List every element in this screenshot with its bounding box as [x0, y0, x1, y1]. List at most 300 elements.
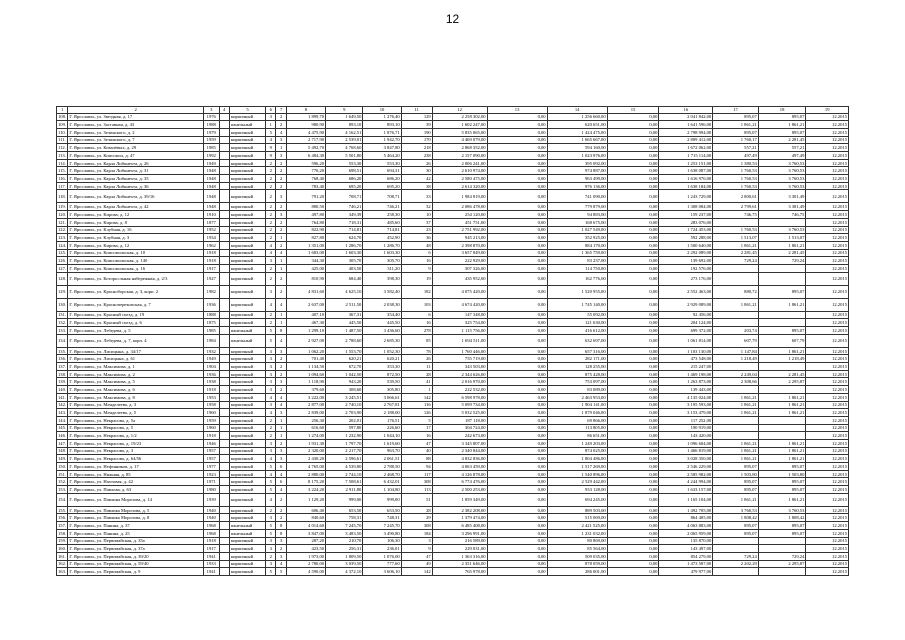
- table-cell: Г. Ярославль, ул. Красный съезд, д. 6: [68, 319, 204, 327]
- table-cell: 12.2015: [806, 298, 849, 311]
- table-cell: 1 134,50: [286, 363, 325, 371]
- table-cell: 1 760,53: [713, 182, 759, 190]
- table-header: [57, 107, 849, 114]
- table-cell: 1: [401, 386, 432, 394]
- table-row: [57, 211, 849, 219]
- table-cell: 9: [401, 264, 432, 272]
- table-cell: [758, 432, 806, 440]
- table-cell: 12.2015: [806, 113, 849, 121]
- table-cell: 1 602 247,00: [432, 121, 487, 129]
- table-cell: 2 308,66: [713, 378, 759, 386]
- table-cell: Г. Ярославль, ул. Павлова, д. 63: [68, 486, 204, 494]
- table-cell: 12.2015: [806, 264, 849, 272]
- table-cell: [219, 514, 229, 522]
- table-cell: 12.2015: [806, 159, 849, 167]
- table-cell: 1 984 819,00: [432, 190, 487, 203]
- table-cell: 145.: [58, 425, 67, 431]
- table-cell: 4 539,80: [326, 463, 363, 471]
- table-cell: 1 492 705,00: [659, 506, 713, 514]
- table-cell: 6: [401, 311, 432, 319]
- table-cell: 2 295,87: [758, 378, 806, 386]
- table-cell: 2: [266, 203, 276, 211]
- table-cell: 2 202,29: [713, 560, 759, 568]
- table-cell: кирпичный: [229, 128, 265, 136]
- table-cell: [758, 218, 806, 226]
- table-cell: [219, 226, 229, 234]
- table-cell: 202,01: [326, 416, 363, 424]
- table-cell: 779 879,00: [547, 203, 607, 211]
- table-cell: 2 340 844,00: [432, 447, 487, 455]
- table-cell: 12.2015: [806, 370, 849, 378]
- table-cell: [758, 272, 806, 285]
- table-cell: 0,00: [487, 560, 547, 568]
- table-cell: 2 839,00: [286, 409, 325, 417]
- table-cell: кирпичный: [229, 506, 265, 514]
- table-cell: 791,20: [286, 190, 325, 203]
- table-cell: 29: [401, 514, 432, 522]
- table-cell: 2 061,51: [363, 455, 401, 463]
- table-cell: 714,81: [363, 226, 401, 234]
- table-cell: 226,60: [363, 424, 401, 432]
- table-cell: 36: [401, 234, 432, 242]
- table-cell: 0,00: [607, 378, 659, 386]
- table-cell: 4: [276, 560, 286, 568]
- table-cell: 168 675,00: [547, 218, 607, 226]
- table-cell: 1 861,21: [758, 439, 806, 447]
- table-cell: 12.2015: [806, 241, 849, 249]
- table-cell: 2 421 525,00: [547, 522, 607, 530]
- table-cell: 1918: [203, 249, 219, 257]
- table-cell: 0,00: [607, 175, 659, 183]
- table-cell: 2: [266, 234, 276, 242]
- table-cell: 127.: [58, 265, 67, 271]
- table-cell: 117: [401, 470, 432, 478]
- table-cell: 0,00: [487, 470, 547, 478]
- table-cell: Г. Ярославль, ул. Красноборская, д. 3, корп. 2: [68, 285, 204, 298]
- table-cell: 1 638 184,00: [659, 182, 713, 190]
- table-cell: 1 861,21: [758, 493, 806, 506]
- table-cell: 162 776,00: [547, 272, 607, 285]
- table-cell: [219, 386, 229, 394]
- table-cell: 5 032 525,00: [432, 409, 487, 417]
- table-cell: 765 978,00: [432, 568, 487, 576]
- table-cell: 1949: [203, 159, 219, 167]
- table-row: [57, 486, 849, 494]
- table-cell: 4 765,00: [286, 463, 325, 471]
- table-cell: 12.2015: [806, 334, 849, 347]
- table-cell: 0,00: [487, 347, 547, 355]
- table-cell: 1 899,70: [286, 113, 325, 121]
- table-cell: 1 023 976,00: [547, 152, 607, 160]
- table-cell: 3: [266, 347, 276, 355]
- table-cell: 152.: [58, 479, 67, 485]
- table-cell: [219, 218, 229, 226]
- table-cell: 203,74: [713, 327, 759, 335]
- table-cell: 138.: [58, 371, 67, 377]
- table-cell: 1949: [203, 355, 219, 363]
- table-cell: 4: [266, 393, 276, 401]
- table-cell: 553,30: [363, 159, 401, 167]
- table-cell: кирпичный: [229, 241, 265, 249]
- table-cell: 1 103 130,00: [659, 347, 713, 355]
- table-cell: 1 513,07: [713, 234, 759, 242]
- table-cell: 479 977,00: [659, 568, 713, 576]
- table-cell: 1 118,90: [286, 378, 325, 386]
- table-cell: 83 089,00: [547, 386, 607, 394]
- table-cell: кирпичный: [229, 432, 265, 440]
- table-cell: 0,00: [487, 218, 547, 226]
- table-cell: 1: [276, 319, 286, 327]
- table-cell: 12.2015: [806, 167, 849, 175]
- table-cell: 28: [401, 506, 432, 514]
- table-cell: 1918: [203, 537, 219, 545]
- table-cell: [219, 311, 229, 319]
- table-cell: 0,00: [487, 506, 547, 514]
- table-cell: [219, 401, 229, 409]
- table-cell: 0,00: [487, 537, 547, 545]
- table-cell: 2: [276, 121, 286, 129]
- table-cell: 653,50: [363, 506, 401, 514]
- table-cell: кирпичный: [229, 175, 265, 183]
- table-cell: 0,00: [607, 327, 659, 335]
- table-row: [57, 159, 849, 167]
- table-cell: 708,71: [363, 190, 401, 203]
- table-cell: 1 231 032,00: [547, 529, 607, 537]
- column-header: 6: [266, 107, 276, 114]
- table-cell: 80 869,00: [547, 537, 607, 545]
- table-cell: 624,70: [326, 234, 363, 242]
- table-cell: 1 760,53: [713, 226, 759, 234]
- table-cell: 159 237,00: [659, 211, 713, 219]
- table-cell: 2: [266, 416, 276, 424]
- table-cell: 109.: [58, 122, 67, 128]
- table-cell: 216 589,00: [432, 537, 487, 545]
- table-cell: 895,07: [758, 128, 806, 136]
- table-cell: 827,80: [286, 234, 325, 242]
- table-cell: 746,75: [713, 211, 759, 219]
- table-cell: 1 500 640,00: [659, 241, 713, 249]
- table-cell: 0,00: [607, 113, 659, 121]
- table-cell: 3 028 350,00: [659, 455, 713, 463]
- table-cell: 1 299,10: [286, 327, 325, 335]
- table-cell: 729,24: [713, 552, 759, 560]
- table-cell: 3 436,60: [363, 327, 401, 335]
- table-cell: 2: [266, 218, 276, 226]
- table-cell: 41: [401, 378, 432, 386]
- table-cell: Г. Ярославль, ул. Некрасова, д. 3: [68, 447, 204, 455]
- table-cell: 2: [276, 175, 286, 183]
- table-row: [57, 401, 849, 409]
- table-cell: 4: [266, 409, 276, 417]
- table-cell: [219, 416, 229, 424]
- table-cell: кирпичный: [229, 393, 265, 401]
- table-cell: 1932: [203, 347, 219, 355]
- table-body: [57, 113, 849, 575]
- table-cell: 445,50: [326, 319, 363, 327]
- table-cell: 1 633 157,00: [659, 486, 713, 494]
- table-cell: 3: [276, 136, 286, 144]
- table-cell: 880,50: [286, 203, 325, 211]
- table-cell: 1982: [203, 285, 219, 298]
- table-cell: 106,30: [363, 537, 401, 545]
- table-cell: 37: [401, 218, 432, 226]
- table-cell: панельный: [229, 522, 265, 530]
- table-cell: 11: [401, 363, 432, 371]
- table-cell: Г. Ярославль, ул. Кирова, д. 12: [68, 211, 204, 219]
- table-cell: [713, 264, 759, 272]
- table-row: [57, 136, 849, 144]
- column-header: 19: [806, 107, 849, 114]
- table-cell: 1 603,30: [326, 249, 363, 257]
- column-header: 12: [432, 107, 487, 114]
- table-cell: 620 651,00: [547, 121, 607, 129]
- table-cell: 485,60: [363, 218, 401, 226]
- table-cell: [219, 136, 229, 144]
- table-cell: [219, 478, 229, 486]
- column-header: 5: [229, 107, 265, 114]
- table-cell: [219, 128, 229, 136]
- table-cell: 2 320,00: [286, 447, 325, 455]
- table-cell: 2: [276, 272, 286, 285]
- table-cell: 12.2015: [806, 552, 849, 560]
- column-header: 1: [57, 107, 68, 114]
- table-cell: 0,00: [607, 128, 659, 136]
- table-cell: 2 295,87: [758, 560, 806, 568]
- table-cell: 222 929,00: [432, 257, 487, 265]
- table-cell: 2 249,04: [713, 370, 759, 378]
- table-cell: 3: [276, 152, 286, 160]
- table-cell: 2 744,10: [326, 470, 363, 478]
- table-cell: 1980: [203, 486, 219, 494]
- table-cell: 4 832 836,00: [432, 455, 487, 463]
- table-cell: Г. Ярославль, ул. Павлика Морозова, д. 8: [68, 514, 204, 522]
- table-cell: 0,00: [607, 386, 659, 394]
- table-cell: 8: [276, 522, 286, 530]
- table-cell: 653,50: [326, 506, 363, 514]
- table-cell: 5: [266, 568, 276, 576]
- table-cell: 895,07: [758, 285, 806, 298]
- table-cell: кирпичный: [229, 319, 265, 327]
- table-cell: 425,00: [286, 264, 325, 272]
- table-cell: 85 564,00: [547, 545, 607, 553]
- table-cell: 999,00: [326, 493, 363, 506]
- table-cell: 1939: [203, 493, 219, 506]
- table-cell: кирпичный: [229, 257, 265, 265]
- table-cell: 12.2015: [806, 190, 849, 203]
- table-cell: Г. Ярославль, ул. Некрасова, д. 19/23: [68, 439, 204, 447]
- table-cell: 672,70: [326, 363, 363, 371]
- table-row: [57, 182, 849, 190]
- table-cell: 117 252,00: [659, 416, 713, 424]
- table-cell: 1941: [203, 552, 219, 560]
- table-cell: 0,00: [607, 363, 659, 371]
- table-cell: 238: [401, 152, 432, 160]
- table-cell: 1 503,80: [758, 470, 806, 478]
- table-cell: Г. Ярославль, ул. Кирова, д. 12: [68, 241, 204, 249]
- table-cell: 3 066,61: [363, 393, 401, 401]
- table-cell: 12.2015: [806, 234, 849, 242]
- table-cell: 129: [401, 113, 432, 121]
- table-cell: 1 253 151,00: [659, 159, 713, 167]
- table-cell: кирпичный: [229, 159, 265, 167]
- table-cell: Г. Ярославль, ул. Ковалёвых, д. 29: [68, 144, 204, 152]
- table-cell: 509 035,00: [547, 552, 607, 560]
- table-cell: 307 326,00: [432, 264, 487, 272]
- table-cell: [713, 272, 759, 285]
- table-cell: 695,20: [363, 182, 401, 190]
- table-cell: 0,00: [607, 470, 659, 478]
- table-cell: 0,00: [607, 182, 659, 190]
- table-cell: 4 063 883,00: [659, 522, 713, 530]
- table-row: [57, 355, 849, 363]
- table-cell: Г. Ярославль, ул. Комсомольская, д. 10: [68, 249, 204, 257]
- table-cell: 3: [266, 401, 276, 409]
- table-cell: 398,30: [363, 272, 401, 285]
- page-number: 12: [445, 12, 460, 26]
- table-cell: 895,07: [713, 522, 759, 530]
- table-cell: [713, 386, 759, 394]
- table-cell: 2: [266, 424, 276, 432]
- column-number-row: [57, 107, 849, 114]
- table-cell: 1953: [203, 393, 219, 401]
- table-cell: Г. Ярославль, ул. Карла Либкнехта, д. 35: [68, 175, 204, 183]
- table-cell: 0,00: [607, 144, 659, 152]
- table-cell: Г. Ярославль, ул. Менделеева, д. 5: [68, 409, 204, 417]
- table-cell: 0,00: [607, 409, 659, 417]
- table-cell: 0,00: [487, 363, 547, 371]
- table-cell: 1 942,70: [363, 136, 401, 144]
- table-cell: 0,00: [487, 370, 547, 378]
- table-cell: 146.: [58, 433, 67, 439]
- table-row: [57, 226, 849, 234]
- table-cell: 254 120,00: [432, 211, 487, 219]
- table-cell: 1 797,70: [326, 439, 363, 447]
- table-cell: 0,00: [487, 416, 547, 424]
- table-cell: 2: [266, 226, 276, 234]
- table-cell: Г. Ярославль, ул. Нижняя, д. 85: [68, 470, 204, 478]
- table-cell: [219, 298, 229, 311]
- table-cell: 755 719,00: [432, 355, 487, 363]
- table-cell: 1888: [203, 311, 219, 319]
- table-cell: 1: [276, 257, 286, 265]
- table-cell: 3 296 991,00: [432, 529, 487, 537]
- table-cell: панельный: [229, 121, 265, 129]
- table-cell: 4 126 878,00: [432, 470, 487, 478]
- table-cell: 6 432,01: [363, 478, 401, 486]
- table-cell: 2: [266, 211, 276, 219]
- table-cell: 3 760,53: [758, 506, 806, 514]
- address-program-table: [56, 106, 849, 576]
- table-cell: 1 286,70: [326, 241, 363, 249]
- table-cell: 256,31: [326, 545, 363, 553]
- table-cell: 1: [276, 432, 286, 440]
- table-cell: 695,20: [326, 182, 363, 190]
- table-cell: 435 952,00: [432, 272, 487, 285]
- table-cell: 1 973,00: [286, 552, 325, 560]
- table-cell: Г. Ярославль, ул. Лебедева, д. 5: [68, 327, 204, 335]
- table-cell: 1 466 819,00: [659, 447, 713, 455]
- table-cell: 2 281,45: [713, 249, 759, 257]
- table-cell: 55 092,00: [547, 311, 607, 319]
- table-cell: 0,00: [487, 432, 547, 440]
- table-cell: 12.2015: [806, 478, 849, 486]
- table-cell: 5: [266, 463, 276, 471]
- table-cell: 204 124,00: [659, 319, 713, 327]
- table-cell: 1968: [203, 529, 219, 537]
- table-cell: 1 861,21: [758, 447, 806, 455]
- table-row: [57, 257, 849, 265]
- table-cell: Г. Ярославль, ул. Красный съезд, д. 19: [68, 311, 204, 319]
- table-cell: 895,07: [758, 522, 806, 530]
- table-cell: [219, 409, 229, 417]
- table-cell: 215 247,00: [659, 363, 713, 371]
- table-cell: 4 372,10: [326, 568, 363, 576]
- table-row: [57, 121, 849, 129]
- table-cell: 974 887,00: [547, 167, 607, 175]
- table-cell: 5: [266, 529, 276, 537]
- table-cell: 116.: [58, 175, 66, 181]
- table-cell: 0,00: [607, 264, 659, 272]
- table-cell: 3 760,53: [713, 506, 759, 514]
- table-cell: 895,07: [713, 478, 759, 486]
- table-cell: 12.2015: [806, 386, 849, 394]
- table-cell: 708,71: [326, 190, 363, 203]
- table-cell: 0,00: [607, 439, 659, 447]
- table-cell: 38: [401, 182, 432, 190]
- table-cell: 1 808,42: [713, 514, 759, 522]
- table-cell: 895,07: [713, 113, 759, 121]
- table-cell: 0,00: [487, 545, 547, 553]
- table-cell: кирпичный: [229, 447, 265, 455]
- table-cell: 0,00: [607, 432, 659, 440]
- table-cell: кирпичный: [229, 152, 265, 160]
- table-row: [57, 552, 849, 560]
- table-cell: 17: [401, 424, 432, 432]
- table-cell: 3 345 807,00: [432, 439, 487, 447]
- table-cell: кирпичный: [229, 514, 265, 522]
- table-cell: 6 485 408,00: [432, 522, 487, 530]
- table-cell: 6: [276, 463, 286, 471]
- table-cell: 4 075 420,00: [432, 285, 487, 298]
- table-cell: 0,00: [607, 136, 659, 144]
- table-cell: 1 256 660,00: [547, 113, 607, 121]
- table-cell: 3: [266, 355, 276, 363]
- table-cell: 12.2015: [806, 416, 849, 424]
- table-cell: 1984: [203, 334, 219, 347]
- table-cell: [758, 424, 806, 432]
- table-cell: 0,00: [607, 486, 659, 494]
- table-cell: 445,50: [363, 319, 401, 327]
- table-cell: 0,00: [487, 378, 547, 386]
- table-cell: 16: [401, 257, 432, 265]
- table-cell: 12.2015: [806, 272, 849, 285]
- table-cell: 0,00: [607, 347, 659, 355]
- table-cell: 1 861,21: [713, 121, 759, 129]
- table-cell: 12.2015: [806, 311, 849, 319]
- table-cell: 0,00: [607, 463, 659, 471]
- table-cell: 0,00: [607, 424, 659, 432]
- table-cell: кирпичный: [229, 167, 265, 175]
- table-cell: 403,50: [326, 264, 363, 272]
- table-cell: 1988: [203, 121, 219, 129]
- table-row: [57, 319, 849, 327]
- table-cell: 764,80: [286, 218, 325, 226]
- table-cell: 557,21: [758, 144, 806, 152]
- table-cell: 2 281,45: [758, 370, 806, 378]
- table-cell: 1 249 203,00: [547, 439, 607, 447]
- table-cell: 3: [266, 545, 276, 553]
- table-cell: 606,40: [286, 506, 325, 514]
